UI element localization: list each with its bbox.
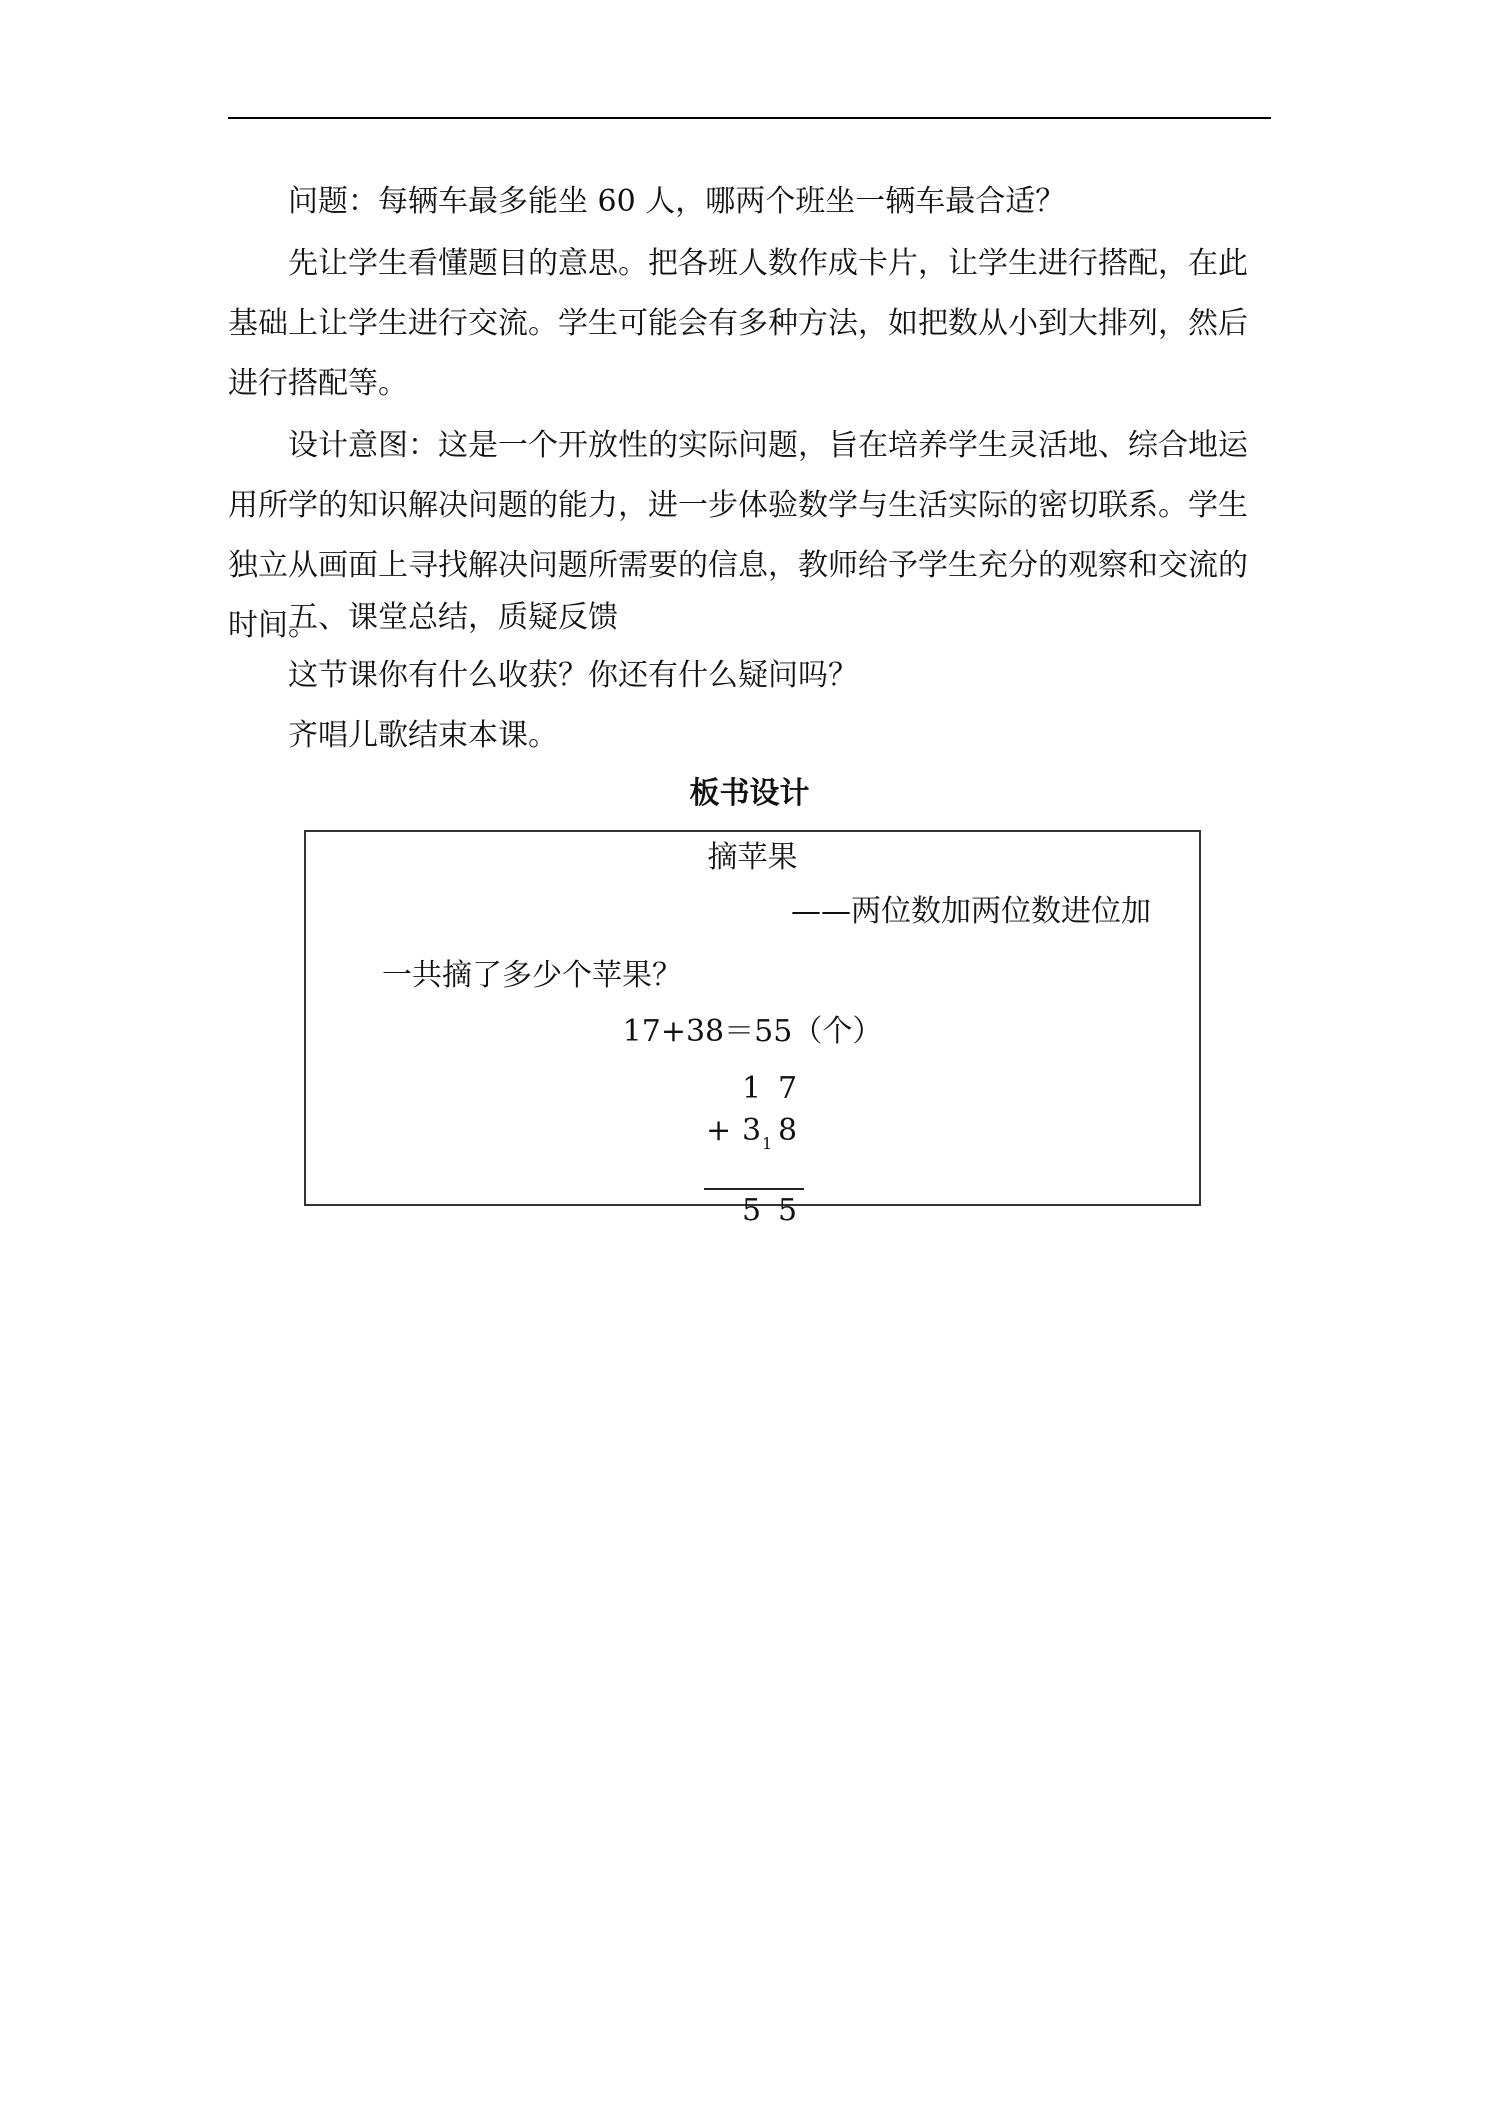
- design-intent-paragraph: 设计意图：这是一个开放性的实际问题，旨在培养学生灵活地、综合地运用所学的知识解决问题的能力，进一步体验数学与生活实际的密切联系。学生独立从画面上寻找解决问题所需要的信息，教师给予学生充分的观察和交流的时间。: [228, 428, 1248, 643]
- addend2-tens: 3: [742, 1113, 762, 1148]
- sum-ones: 5: [778, 1193, 798, 1228]
- summary-heading: 五、课堂总结，质疑反馈: [288, 600, 618, 635]
- intro-paragraph: 先让学生看懂题目的意思。把各班人数作成卡片，让学生进行搭配，在此基础上让学生进行交流。学生可能会有多种方法，如把数从小到大排列，然后进行搭配等。: [228, 246, 1248, 401]
- board-design-box: [304, 830, 1201, 1228]
- board-design-heading: 板书设计: [689, 776, 810, 811]
- sum-tens: 5: [742, 1193, 762, 1228]
- board-subtitle: ——两位数加两位数进位加: [791, 894, 1151, 929]
- summary-question: 这节课你有什么收获？你还有什么疑问吗？: [288, 658, 858, 693]
- sum-rule: [704, 1188, 804, 1190]
- board-question: 一共摘了多少个苹果？: [382, 958, 682, 993]
- plus-sign: +: [706, 1113, 732, 1148]
- header-rule: [228, 117, 1271, 119]
- addend2-ones: 8: [778, 1113, 798, 1148]
- board-lesson-title: 摘苹果: [707, 840, 798, 875]
- addend1-tens: 1: [742, 1071, 762, 1106]
- board-equation: 17+38＝55（个）: [622, 1014, 883, 1049]
- closing-paragraph: 齐唱儿歌结束本课。: [288, 718, 558, 753]
- carry-mark: 1: [762, 1134, 773, 1153]
- question-paragraph: 问题：每辆车最多能坐 60 人，哪两个班坐一辆车最合适？: [288, 184, 1066, 219]
- addend1-ones: 7: [778, 1071, 798, 1106]
